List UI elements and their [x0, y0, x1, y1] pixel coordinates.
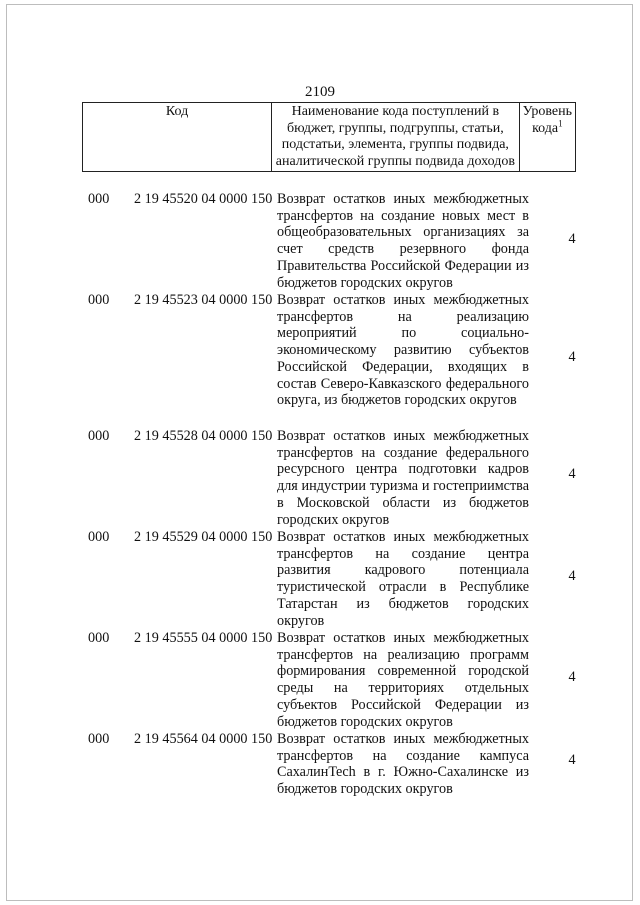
footnote-marker: 1: [558, 117, 563, 128]
table-row: [82, 630, 582, 731]
table-row: [82, 529, 582, 630]
admin-code: 000: [88, 428, 110, 444]
header-code: [83, 103, 272, 172]
code-cell: [82, 428, 277, 529]
admin-code: 000: [88, 529, 110, 545]
budget-code: 2 19 45555 04 0000 150: [134, 630, 273, 646]
table-row: [82, 292, 582, 428]
admin-code: 000: [88, 731, 110, 747]
table-body: [82, 191, 582, 801]
code-cell: [82, 630, 277, 731]
header-level: [519, 103, 575, 172]
page-number: 2109: [305, 84, 335, 100]
table-row: [82, 428, 582, 529]
header-code-label: Код: [165, 104, 189, 119]
header-level-label: Уровень кода: [522, 104, 572, 136]
code-level: 4: [568, 349, 576, 365]
header-name: [272, 103, 520, 172]
code-level: 4: [568, 669, 576, 685]
code-level: 4: [568, 752, 576, 768]
revenue-name: Возврат остатков иных межбюджетных трансфертов на создание центра развития кадрового потенциала туристической отрасли в Республике Татарстан из бюджетов городских округов: [277, 529, 529, 629]
budget-code: 2 19 45520 04 0000 150: [134, 191, 273, 207]
code-level: 4: [568, 568, 576, 584]
table-row: [82, 191, 582, 292]
budget-code: 2 19 45564 04 0000 150: [134, 731, 273, 747]
admin-code: 000: [88, 630, 110, 646]
code-cell: [82, 292, 277, 428]
revenue-name: Возврат остатков иных межбюджетных трансфертов на создание новых мест в общеобразовательных организациях за счет средств резервного фонда Правительства Российской Федерации из бюджетов городских округов: [277, 191, 529, 291]
revenue-name: Возврат остатков иных межбюджетных трансфертов на создание кампуса СахалинTech в г. Южно-Сахалинске из бюджетов городских округов: [277, 731, 529, 798]
header-name-label: Наименование кода поступлений в бюджет, группы, подгруппы, статьи, подстатьи, элемента, группы подвида, аналитической группы подвида доходов: [275, 104, 515, 169]
budget-code: 2 19 45523 04 0000 150: [134, 292, 273, 308]
budget-code: 2 19 45528 04 0000 150: [134, 428, 273, 444]
revenue-name: Возврат остатков иных межбюджетных трансфертов на реализацию мероприятий по социально-экономическому развитию субъектов Российской Федерации, входящих в состав Северо-Кавказского федерального округа, из бюджетов городских округов: [277, 292, 529, 409]
code-level: 4: [568, 466, 576, 482]
revenue-name: Возврат остатков иных межбюджетных трансфертов на реализацию программ формирования современной городской среды на территориях отдельных субъектов Российской Федерации из бюджетов городских округов: [277, 630, 529, 730]
table-row: [82, 731, 582, 801]
admin-code: 000: [88, 191, 110, 207]
code-cell: [82, 529, 277, 630]
revenue-name: Возврат остатков иных межбюджетных трансфертов на создание федерального ресурсного центра подготовки кадров для индустрии туризма и гостеприимства в Московской области из бюджетов городских округов: [277, 428, 529, 528]
code-level: 4: [568, 231, 576, 247]
code-cell: [82, 191, 277, 292]
code-cell: [82, 731, 277, 801]
budget-code: 2 19 45529 04 0000 150: [134, 529, 273, 545]
admin-code: 000: [88, 292, 110, 308]
table-header: [82, 102, 576, 172]
